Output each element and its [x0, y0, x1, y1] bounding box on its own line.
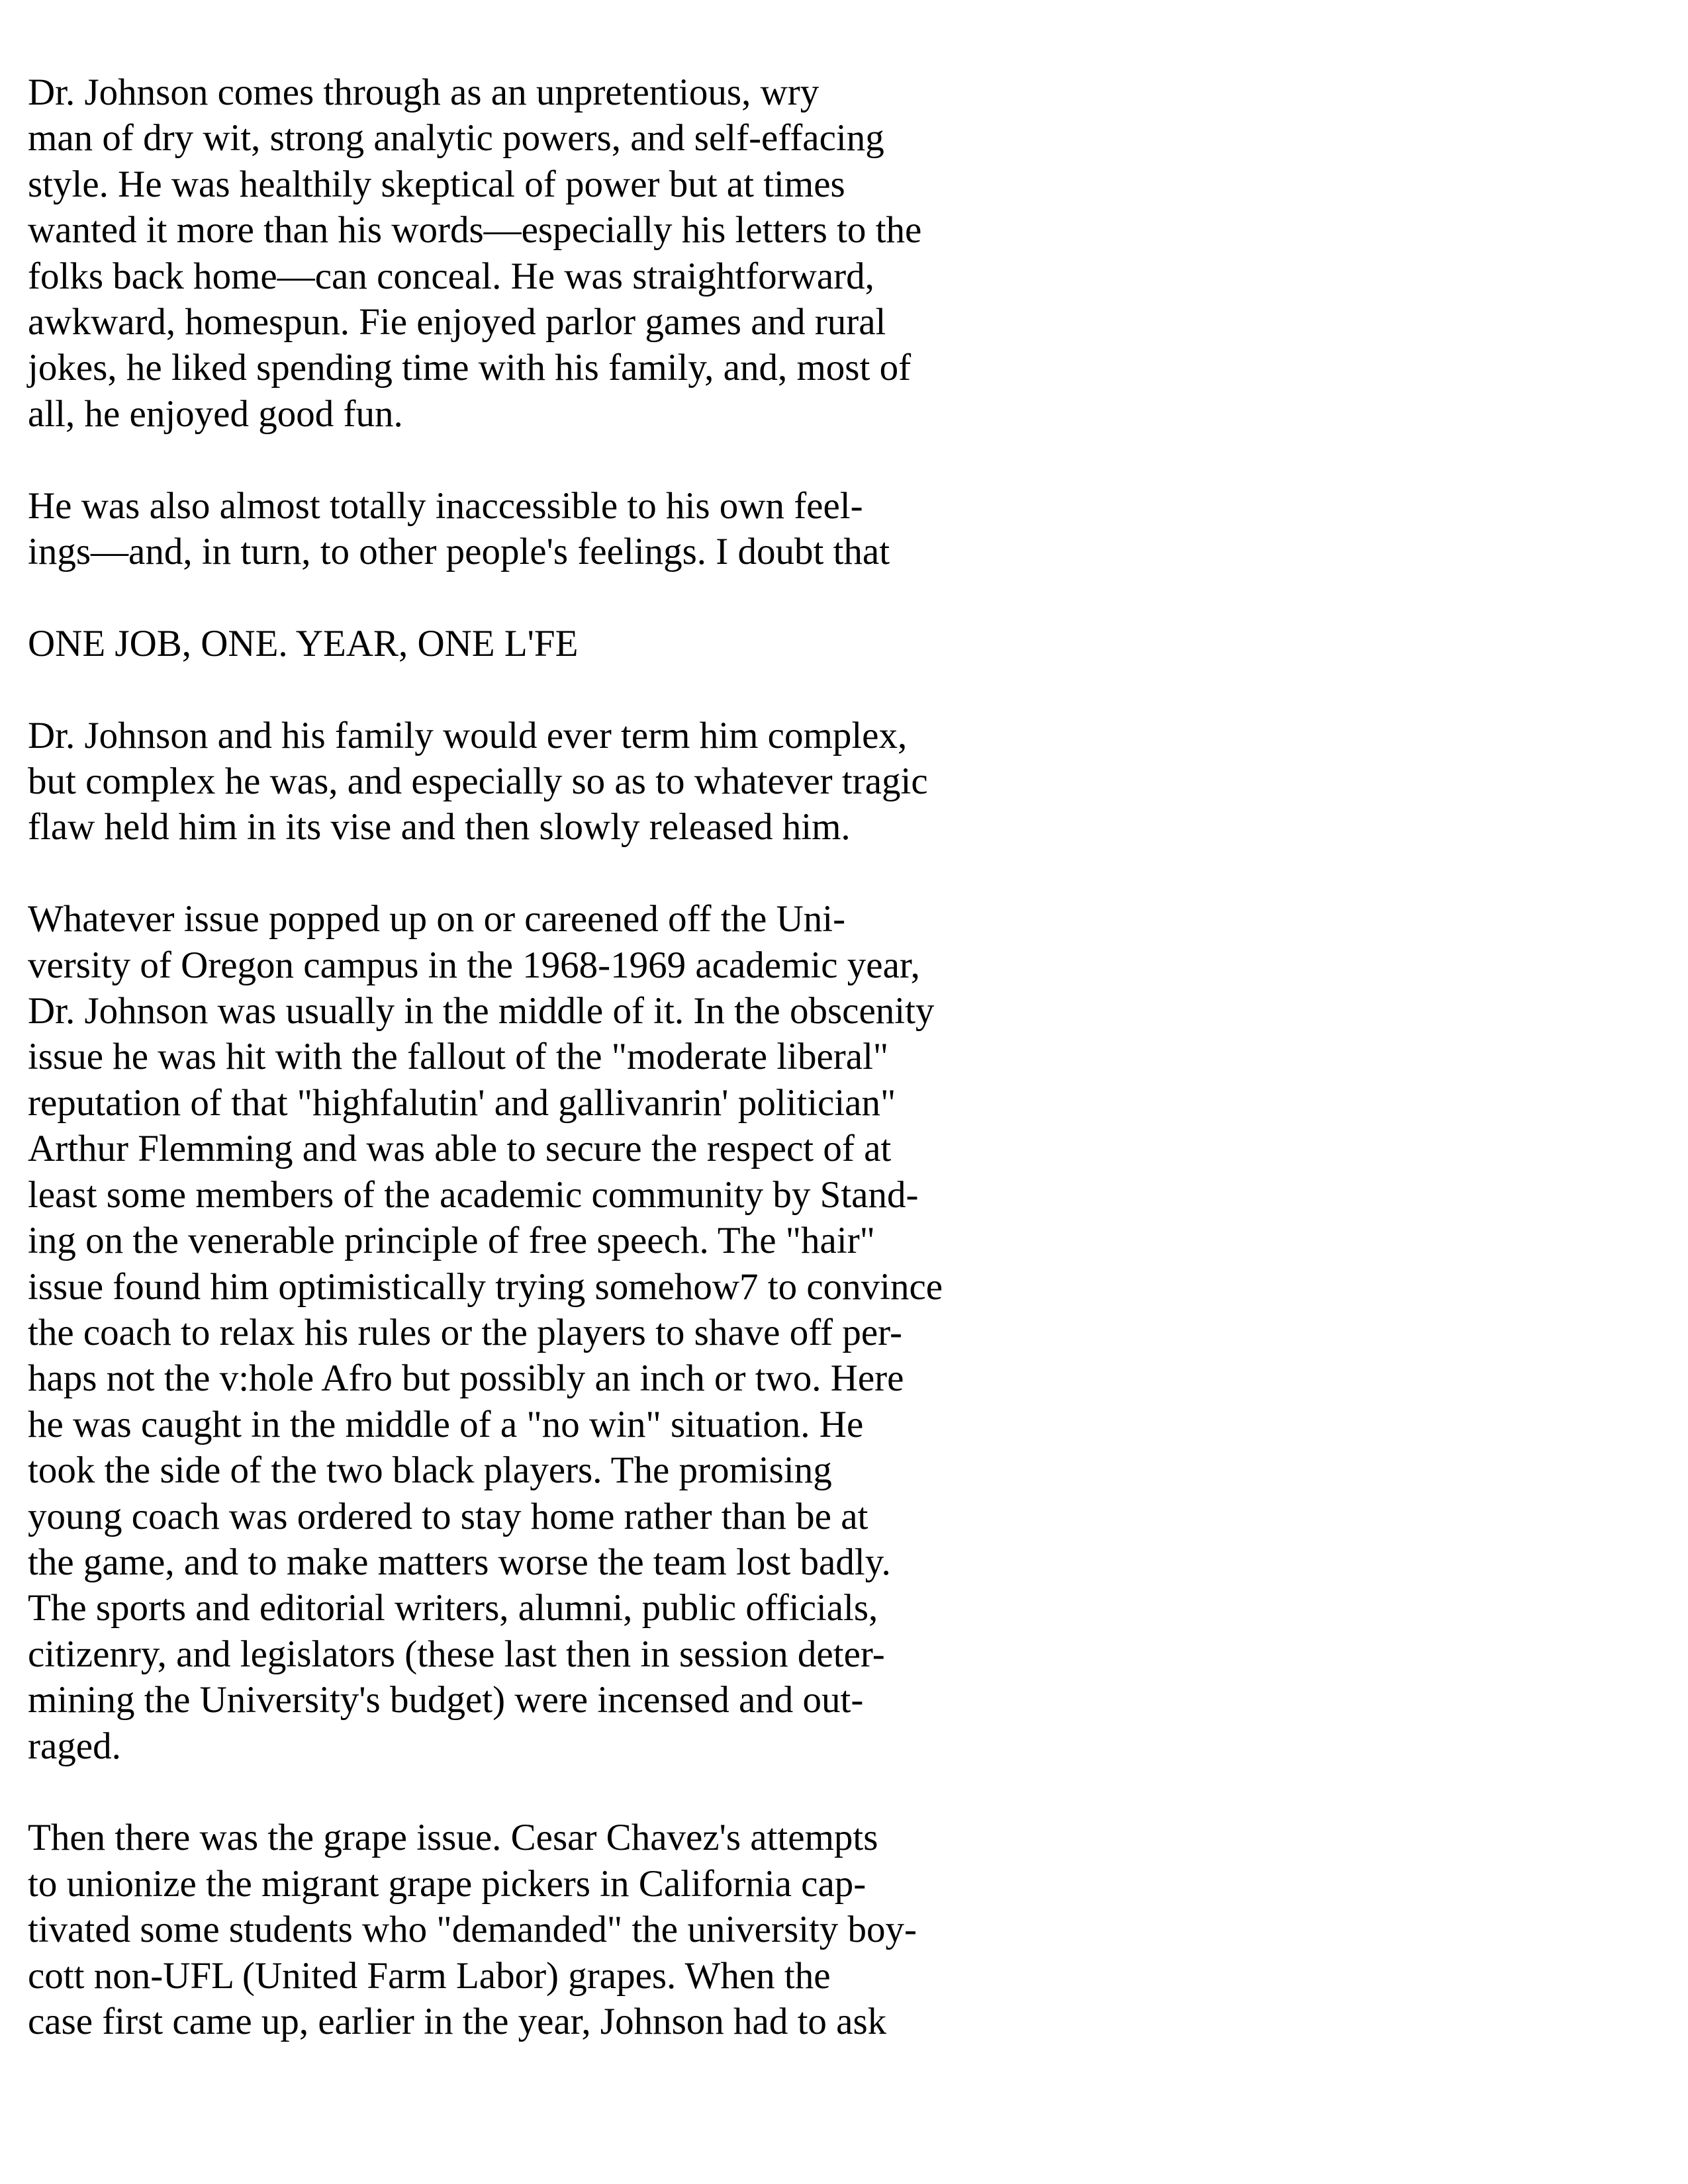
- text-line: cott non-UFL (United Farm Labor) grapes. When the: [28, 1954, 831, 1997]
- text-line: young coach was ordered to stay home rather than be at: [28, 1495, 868, 1537]
- text-line: raged.: [28, 1725, 121, 1767]
- paragraph: [28, 1815, 943, 2044]
- text-line: the coach to relax his rules or the players to shave off per-: [28, 1311, 902, 1353]
- text-line: Dr. Johnson comes through as an unpretentious, wry: [28, 71, 820, 113]
- text-line: issue found him optimistically trying somehow7 to convince: [28, 1265, 943, 1308]
- text-line: Then there was the grape issue. Cesar Chavez's attempts: [28, 1817, 878, 1859]
- text-line: ing on the venerable principle of free speech. The "hair": [28, 1220, 875, 1262]
- text-line: haps not the v:hole Afro but possibly an inch or two. Here: [28, 1357, 904, 1400]
- paragraph: [28, 483, 943, 575]
- text-line: Arthur Flemming and was able to secure the respect of at: [28, 1128, 892, 1170]
- paragraph: [28, 69, 943, 437]
- text-line: but complex he was, and especially so as to whatever tragic: [28, 760, 928, 803]
- text-line: took the side of the two black players. The promising: [28, 1449, 832, 1492]
- text-line: tivated some students who "demanded" the university boy-: [28, 1909, 917, 1951]
- text-line: Dr. Johnson was usually in the middle of it. In the obscenity: [28, 990, 935, 1032]
- text-line: issue he was hit with the fallout of the "moderate liberal": [28, 1036, 889, 1078]
- text-line: wanted it more than his words—especially his letters to the: [28, 209, 922, 251]
- text-line: The sports and editorial writers, alumni, public officials,: [28, 1587, 878, 1629]
- paragraph: [28, 713, 943, 850]
- text-line: Dr. Johnson and his family would ever term him complex,: [28, 714, 908, 756]
- text-line: case first came up, earlier in the year, Johnson had to ask: [28, 2000, 887, 2042]
- text-line: reputation of that "highfalutin' and gallivanrin' politician": [28, 1081, 896, 1124]
- text-line: versity of Oregon campus in the 1968-1969 academic year,: [28, 944, 920, 986]
- text-line: ings—and, in turn, to other people's feelings. I doubt that: [28, 531, 890, 573]
- text-line: awkward, homespun. Fie enjoyed parlor games and rural: [28, 301, 886, 343]
- text-line: citizenry, and legislators (these last then in session deter-: [28, 1633, 885, 1675]
- text-line: the game, and to make matters worse the team lost badly.: [28, 1541, 891, 1583]
- text-line: all, he enjoyed good fun.: [28, 392, 403, 435]
- text-line: flaw held him in its vise and then slowly released him.: [28, 806, 851, 848]
- text-line: man of dry wit, strong analytic powers, and self-effacing: [28, 117, 884, 159]
- text-line: He was also almost totally inaccessible to his own feel-: [28, 484, 863, 527]
- text-line: style. He was healthily skeptical of power but at times: [28, 163, 845, 205]
- running-heading: ONE JOB, ONE. YEAR, ONE L'FE: [28, 622, 579, 664]
- text-line: mining the University's budget) were incensed and out-: [28, 1679, 864, 1721]
- text-line: folks back home—can conceal. He was straightforward,: [28, 255, 874, 297]
- document-page: [28, 69, 943, 2091]
- text-line: least some members of the academic community by Stand-: [28, 1173, 919, 1216]
- text-line: jokes, he liked spending time with his family, and, most of: [28, 347, 912, 389]
- text-line: he was caught in the middle of a "no win" situation. He: [28, 1403, 864, 1445]
- paragraph: [28, 896, 943, 1769]
- text-line: Whatever issue popped up on or careened off the Uni-: [28, 898, 846, 940]
- text-line: to unionize the migrant grape pickers in California cap-: [28, 1862, 867, 1905]
